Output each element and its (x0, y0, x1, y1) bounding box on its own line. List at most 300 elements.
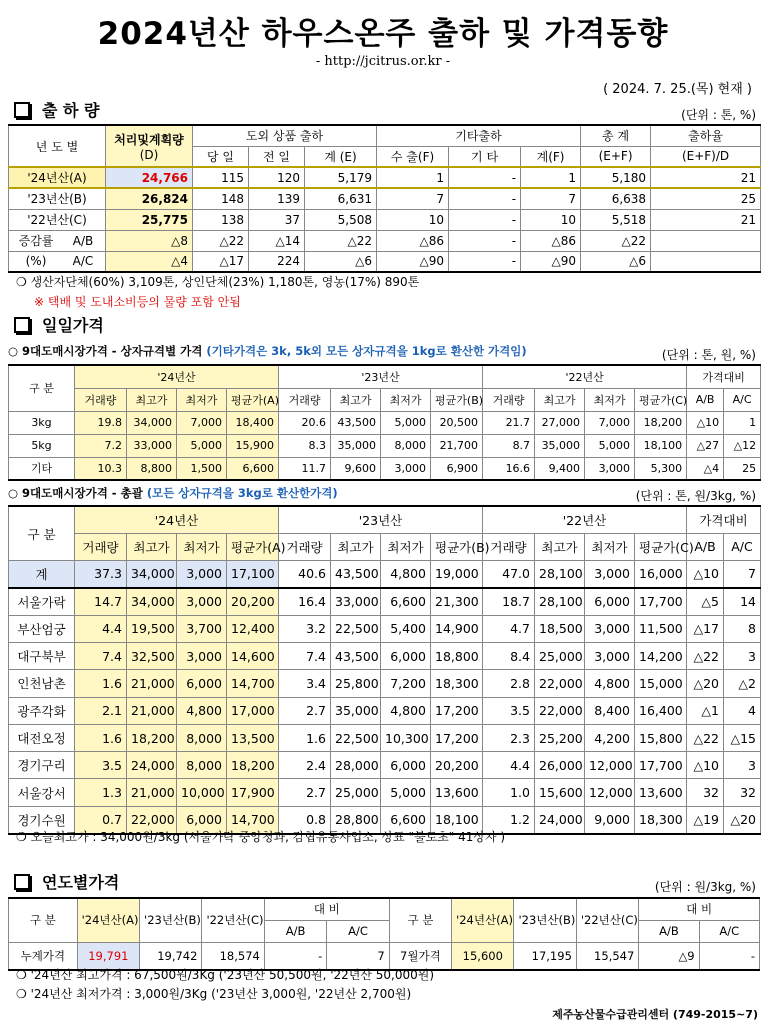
table-row (9, 230, 761, 251)
row-label: 부산엄궁 (9, 615, 75, 642)
cell: 19,500 (127, 615, 177, 642)
checkbox-square-icon (14, 102, 30, 118)
cell: 24,000 (127, 752, 177, 779)
cell: 3,000 (177, 588, 227, 615)
cell: 8,000 (177, 752, 227, 779)
col-vol: 거래량 (75, 533, 127, 560)
cell: 22,500 (331, 724, 381, 751)
col-avg: 평균가(B) (431, 388, 483, 411)
cell: 22,000 (535, 670, 585, 697)
col-vol: 거래량 (279, 533, 331, 560)
cell: △20 (724, 806, 761, 833)
row-label: 서울강서 (9, 779, 75, 806)
cell: 32,500 (127, 642, 177, 669)
col-ac: A/C (327, 920, 389, 942)
cell: △86 (521, 230, 581, 251)
table-row (9, 167, 761, 188)
cell: 28,000 (331, 752, 381, 779)
table-row (9, 251, 761, 272)
cell: 120 (249, 167, 305, 188)
unit-label: (단위 : 원/3kg, %) (654, 880, 756, 894)
col-avg: 평균가(C) (635, 533, 687, 560)
cell: △1 (687, 697, 724, 724)
cell: 13,500 (227, 724, 279, 751)
cell: 22,500 (331, 615, 381, 642)
cell: 15,800 (635, 724, 687, 751)
cell: 4,800 (177, 697, 227, 724)
cell: 1.6 (75, 724, 127, 751)
cell: 2.7 (279, 697, 331, 724)
cell: 21.7 (483, 411, 535, 434)
cell: △6 (581, 251, 651, 272)
cell: △10 (687, 411, 724, 434)
cell: 17,200 (431, 724, 483, 751)
col-vol: 거래량 (279, 388, 331, 411)
col-ab: A/B (687, 388, 724, 411)
cell: 2.1 (75, 697, 127, 724)
cell: 1 (521, 167, 581, 188)
cell: 14.7 (75, 588, 127, 615)
cell: 13,600 (635, 779, 687, 806)
col-23: '23년산(B) (140, 898, 202, 942)
box-size-price-table (8, 364, 761, 481)
cell: 35,000 (331, 697, 381, 724)
col-rate: 출하율 (651, 125, 761, 146)
col-efd: (E+F)/D (651, 146, 761, 167)
cell: △15 (724, 724, 761, 751)
cell: 18,400 (227, 411, 279, 434)
cell: - (449, 188, 521, 209)
col-prev: 전 일 (249, 146, 305, 167)
col-vol: 거래량 (483, 388, 535, 411)
checkbox-square-icon (14, 874, 30, 890)
cell: 5,180 (581, 167, 651, 188)
col-avg: 평균가(C) (635, 388, 687, 411)
cell: - (449, 167, 521, 188)
cell: 20,500 (431, 411, 483, 434)
row-label: (%) A/C (9, 251, 106, 272)
col-avg: 평균가(A) (227, 388, 279, 411)
col-23: '23년산 (279, 365, 483, 388)
row-label: '23년산(B) (9, 188, 106, 209)
cell: 16.6 (483, 457, 535, 480)
cell: 27,000 (535, 411, 585, 434)
section-yearly-heading: 연도별가격 (14, 870, 119, 893)
cell: 8,000 (381, 434, 431, 457)
cell: 5,000 (585, 434, 635, 457)
footer-org: 제주농산물수급관리센터 (749-2015~7) (552, 1008, 758, 1021)
cell: 9,600 (331, 457, 381, 480)
note-exclusion: ※ 택배 및 도내소비등의 물량 포함 안됨 (34, 295, 241, 309)
note-producers: ❍ 생산자단체(60%) 3,109톤, 상인단체(23%) 1,180톤, 영농(17%) 890톤 (16, 275, 420, 289)
cell: 6,631 (305, 188, 377, 209)
table-row (9, 642, 761, 669)
cell: 18,800 (431, 642, 483, 669)
market-price-table (8, 505, 761, 835)
note-max-price: ❍ '24년산 최고가격 : 67,500원/3Kg ('23년산 50,500원, '22년산 50,000원) (16, 968, 435, 982)
cell: 0.8 (279, 806, 331, 833)
cell: 7 (377, 188, 449, 209)
cell: 40.6 (279, 561, 331, 588)
row-label: 경기수원 (9, 806, 75, 833)
cell (651, 251, 761, 272)
col-other: 기 타 (449, 146, 521, 167)
col-max: 최고가 (127, 388, 177, 411)
table-row (9, 561, 761, 588)
cell: 18,100 (431, 806, 483, 833)
col-24: '24년산(A) (452, 898, 514, 942)
cell: 8,800 (127, 457, 177, 480)
cell: 6,900 (431, 457, 483, 480)
col-min: 최저가 (381, 388, 431, 411)
col-22: '22년산 (483, 506, 687, 533)
row-label: 계 (9, 561, 75, 588)
cell: - (264, 942, 326, 970)
cell: 35,000 (331, 434, 381, 457)
col-sum-f: 계(F) (521, 146, 581, 167)
cell: 25 (724, 457, 761, 480)
cell (651, 230, 761, 251)
cell: 10,000 (177, 779, 227, 806)
cell: 35,000 (535, 434, 585, 457)
cell: 10,300 (381, 724, 431, 751)
col-today: 당 일 (193, 146, 249, 167)
cell: 25,200 (535, 724, 585, 751)
cell: 3.5 (75, 752, 127, 779)
cell: 3 (724, 752, 761, 779)
cell: 4,200 (585, 724, 635, 751)
cell: 21 (651, 167, 761, 188)
yearly-price-table (8, 897, 760, 971)
cell: 14,900 (431, 615, 483, 642)
cell: 25,000 (331, 779, 381, 806)
cell: 6,000 (381, 642, 431, 669)
cell: 6,600 (227, 457, 279, 480)
cell: 3,000 (585, 457, 635, 480)
cell: 4.4 (483, 752, 535, 779)
col-ac: A/C (724, 388, 761, 411)
col-max: 최고가 (331, 533, 381, 560)
col-max: 최고가 (535, 388, 585, 411)
col-sum-e: 계 (E) (305, 146, 377, 167)
table-row (9, 457, 761, 480)
cell: 25,775 (106, 209, 193, 230)
cell: 4.4 (75, 615, 127, 642)
col-22: '22년산(C) (202, 898, 264, 942)
cell: △4 (687, 457, 724, 480)
cell: 7 (327, 942, 389, 970)
cell: 10.3 (75, 457, 127, 480)
col-year: 년 도 별 (9, 125, 106, 167)
col-ac: A/C (699, 920, 759, 942)
table-row (9, 588, 761, 615)
cell: 17,700 (635, 588, 687, 615)
cell: △27 (687, 434, 724, 457)
cell: 14,600 (227, 642, 279, 669)
row-label: 5kg (9, 434, 75, 457)
report-date: ( 2024. 7. 25.(목) 현재 ) (603, 82, 752, 97)
table-row (9, 188, 761, 209)
table-row (9, 615, 761, 642)
col-22: '22년산 (483, 365, 687, 388)
row-label: 대구북부 (9, 642, 75, 669)
table-row (9, 670, 761, 697)
col-category: 구 분 (9, 506, 75, 561)
cell: △5 (687, 588, 724, 615)
cell: 4.7 (483, 615, 535, 642)
cell: 115 (193, 167, 249, 188)
subheading-summary: ○ 9대도매시장가격 - 총괄 (모든 상자규격을 3kg로 환산한가격) (8, 486, 338, 500)
cell: 5,400 (381, 615, 431, 642)
cell: 20.6 (279, 411, 331, 434)
col-category: 구 분 (9, 898, 78, 942)
cell: 3,000 (177, 642, 227, 669)
cell: 21,000 (127, 779, 177, 806)
cell: 5,518 (581, 209, 651, 230)
col-max: 최고가 (535, 533, 585, 560)
cell: 4 (724, 697, 761, 724)
cell: 8 (724, 615, 761, 642)
cell: △86 (377, 230, 449, 251)
row-label: 서울가락 (9, 588, 75, 615)
cell: 18,100 (635, 434, 687, 457)
cell: 17,700 (635, 752, 687, 779)
section-daily-heading: 일일가격 (14, 313, 104, 336)
cell: 17,195 (514, 942, 576, 970)
cell: 19,742 (140, 942, 202, 970)
cell: △22 (687, 642, 724, 669)
col-compare: 가격대비 (687, 506, 761, 533)
cell: 19.8 (75, 411, 127, 434)
cell: 7 (724, 561, 761, 588)
site-url[interactable]: - http://jcitrus.or.kr - (315, 54, 451, 69)
cell: 139 (249, 188, 305, 209)
cell: △90 (377, 251, 449, 272)
cell: - (449, 251, 521, 272)
row-label: 기타 (9, 457, 75, 480)
cell: 11.7 (279, 457, 331, 480)
cell: 34,000 (127, 588, 177, 615)
cell: 17,000 (227, 697, 279, 724)
cell: 22,000 (535, 697, 585, 724)
cell: 1.6 (75, 670, 127, 697)
col-max: 최고가 (127, 533, 177, 560)
cell: 1.3 (75, 779, 127, 806)
cell: 3.4 (279, 670, 331, 697)
cell: 2.3 (483, 724, 535, 751)
cell: 10 (521, 209, 581, 230)
cell: 15,900 (227, 434, 279, 457)
table-row (9, 752, 761, 779)
row-label: 누계가격 (9, 942, 78, 970)
cell: 24,766 (106, 167, 193, 188)
cell: △17 (687, 615, 724, 642)
unit-label: (단위 : 톤, %) (681, 108, 756, 122)
cell: - (449, 209, 521, 230)
cell: 5,000 (381, 779, 431, 806)
cell: 1.6 (279, 724, 331, 751)
col-24: '24년산(A) (77, 898, 139, 942)
col-vol: 거래량 (483, 533, 535, 560)
cell: - (449, 230, 521, 251)
cell: 148 (193, 188, 249, 209)
cell: 2.4 (279, 752, 331, 779)
cell: 7 (521, 188, 581, 209)
col-ab: A/B (639, 920, 699, 942)
subheading-box-size: ○ 9대도매시장가격 - 상자규격별 가격 (기타가격은 3k, 5k외 모든 상자규격을 1kg로 환산한 가격임) (8, 344, 527, 358)
cell: 224 (249, 251, 305, 272)
cell: 9,000 (585, 806, 635, 833)
cell: 18,500 (535, 615, 585, 642)
cell: 32 (687, 779, 724, 806)
cell: 21,000 (127, 670, 177, 697)
cell: 4,800 (585, 670, 635, 697)
cell: 5,508 (305, 209, 377, 230)
cell: 3,000 (585, 642, 635, 669)
table-row (9, 434, 761, 457)
row-label: 3kg (9, 411, 75, 434)
cell: 3,000 (585, 561, 635, 588)
cell: 26,000 (535, 752, 585, 779)
cell: 5,300 (635, 457, 687, 480)
col-total: 총 계 (581, 125, 651, 146)
cell: 37 (249, 209, 305, 230)
col-24: '24년산 (75, 506, 279, 533)
table-row (9, 697, 761, 724)
row-label: 7월가격 (389, 942, 451, 970)
cell: 3,000 (585, 615, 635, 642)
cell: 15,600 (452, 942, 514, 970)
cell: 47.0 (483, 561, 535, 588)
cell: 14,200 (635, 642, 687, 669)
col-23: '23년산 (279, 506, 483, 533)
cell: △90 (521, 251, 581, 272)
cell: △22 (687, 724, 724, 751)
cell: 12,000 (585, 779, 635, 806)
cell: 6,600 (381, 588, 431, 615)
row-label: 광주각화 (9, 697, 75, 724)
cell: 18,300 (635, 806, 687, 833)
cell: 7,200 (381, 670, 431, 697)
table-row (9, 209, 761, 230)
cell: 6,000 (585, 588, 635, 615)
note-min-price: ❍ '24년산 최저가격 : 3,000원/3Kg ('23년산 3,000원, '22년산 2,700원) (16, 987, 412, 1001)
cell: 5,000 (381, 411, 431, 434)
cell: 25,800 (331, 670, 381, 697)
col-category: 구 분 (389, 898, 451, 942)
cell: 8.3 (279, 434, 331, 457)
cell: 25 (651, 188, 761, 209)
cell: △12 (724, 434, 761, 457)
cell: △10 (687, 752, 724, 779)
cell: 28,800 (331, 806, 381, 833)
cell: 0.7 (75, 806, 127, 833)
cell: 12,000 (585, 752, 635, 779)
cell: 4,800 (381, 561, 431, 588)
note-today-max: ❍ 오늘최고가 : 34,000원/3kg (서울가락 중앙청과, 감협유통사업소, 상표 "불로초" 41상자 ) (16, 830, 506, 844)
cell: 32 (724, 779, 761, 806)
col-export: 수 출(F) (377, 146, 449, 167)
cell: 16.4 (279, 588, 331, 615)
col-ab: A/B (264, 920, 326, 942)
col-ef: (E+F) (581, 146, 651, 167)
col-24: '24년산 (75, 365, 279, 388)
cell: 33,000 (331, 588, 381, 615)
col-compare: 가격대비 (687, 365, 761, 388)
cell: 22,000 (127, 806, 177, 833)
col-out: 도외 상품 출하 (193, 125, 377, 146)
col-min: 최저가 (585, 388, 635, 411)
cell: 18.7 (483, 588, 535, 615)
cell: △20 (687, 670, 724, 697)
cell: 8,400 (585, 697, 635, 724)
cell: 7.2 (75, 434, 127, 457)
table-row (9, 724, 761, 751)
cell: 15,000 (635, 670, 687, 697)
cell: 34,000 (127, 561, 177, 588)
cell: 17,200 (431, 697, 483, 724)
cell: △19 (687, 806, 724, 833)
cell: 14,700 (227, 806, 279, 833)
cell: 16,400 (635, 697, 687, 724)
cell: 6,000 (177, 806, 227, 833)
col-23: '23년산(B) (514, 898, 576, 942)
cell: 6,000 (177, 670, 227, 697)
cell: 5,000 (177, 434, 227, 457)
cell: 6,638 (581, 188, 651, 209)
cell: 21,300 (431, 588, 483, 615)
cell: △14 (249, 230, 305, 251)
cell: 28,100 (535, 588, 585, 615)
cell: 19,791 (77, 942, 139, 970)
col-compare: 대 비 (264, 898, 389, 920)
cell: 28,100 (535, 561, 585, 588)
col-max: 최고가 (331, 388, 381, 411)
cell: △8 (106, 230, 193, 251)
cell: 12,400 (227, 615, 279, 642)
cell: 20,200 (227, 588, 279, 615)
cell: 7.4 (75, 642, 127, 669)
cell: 21,000 (127, 697, 177, 724)
cell: 7,000 (177, 411, 227, 434)
row-label: '24년산(A) (9, 167, 106, 188)
table-row (9, 779, 761, 806)
cell: 3.5 (483, 697, 535, 724)
row-label: 대전오정 (9, 724, 75, 751)
cell: 43,500 (331, 561, 381, 588)
cell: 5,179 (305, 167, 377, 188)
cell: △6 (305, 251, 377, 272)
cell: 1,500 (177, 457, 227, 480)
cell: 7.4 (279, 642, 331, 669)
cell: 21,700 (431, 434, 483, 457)
cell: 3,000 (381, 457, 431, 480)
cell: 138 (193, 209, 249, 230)
cell: 3,000 (177, 561, 227, 588)
cell: 3,700 (177, 615, 227, 642)
page-title: 2024년산 하우스온주 출하 및 가격동향 (97, 16, 669, 52)
cell: △10 (687, 561, 724, 588)
cell: 15,547 (576, 942, 638, 970)
cell: 1.2 (483, 806, 535, 833)
col-plan: 처리및계획량 (D) (106, 125, 193, 167)
cell: 20,200 (431, 752, 483, 779)
cell: 8,000 (177, 724, 227, 751)
cell: 14 (724, 588, 761, 615)
col-min: 최저가 (381, 533, 431, 560)
unit-label: (단위 : 톤, 원, %) (661, 348, 756, 362)
col-min: 최저가 (177, 533, 227, 560)
